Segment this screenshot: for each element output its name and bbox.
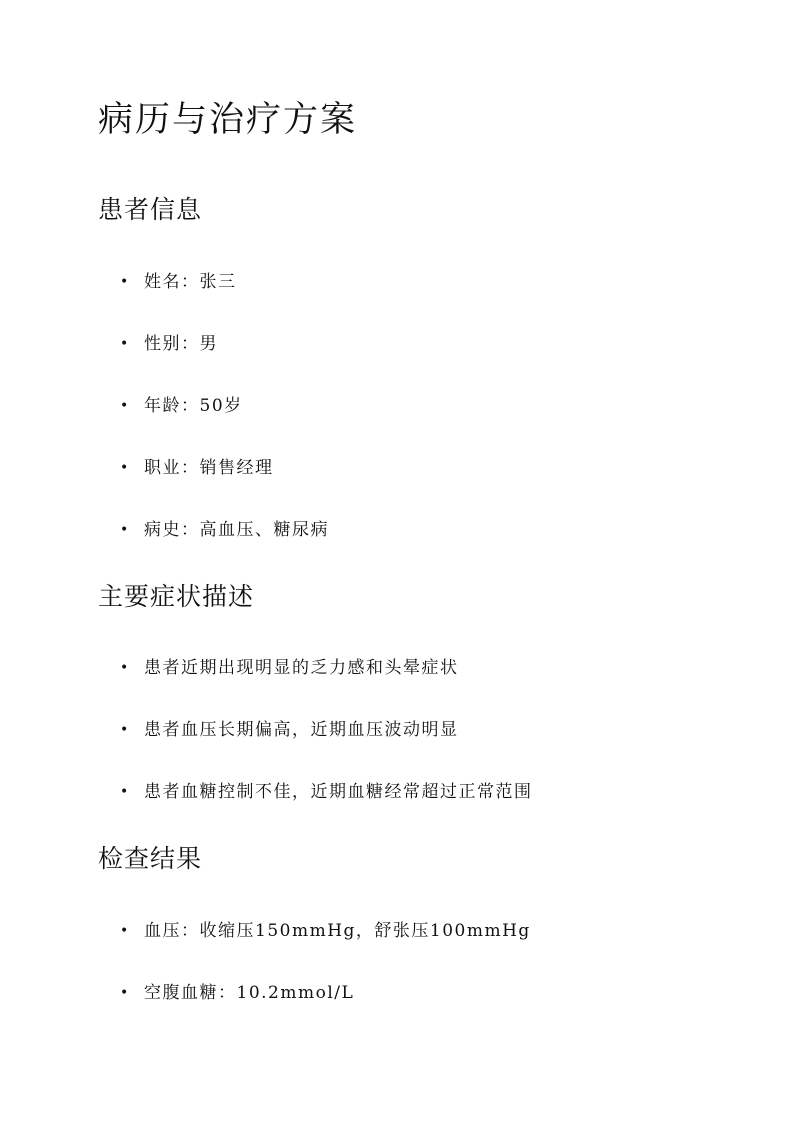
list-item-text: 空腹血糖：10.2mmol/L	[144, 983, 355, 1003]
bullet-icon: •	[120, 336, 130, 352]
list-item	[117, 777, 533, 807]
bullet-icon: •	[120, 722, 130, 738]
list-item	[117, 916, 531, 946]
section-heading-symptoms: 主要症状描述	[98, 582, 255, 611]
list-item	[117, 329, 218, 359]
bullet-icon: •	[120, 274, 130, 290]
list-item-text: 血压：收缩压150mmHg，舒张压100mmHg	[144, 921, 531, 941]
section-heading-patient-info: 患者信息	[98, 195, 203, 224]
bullet-icon: •	[120, 398, 130, 414]
section-heading-exam-results: 检查结果	[98, 844, 203, 873]
bullet-icon: •	[120, 985, 130, 1001]
list-item-text: 患者近期出现明显的乏力感和头晕症状	[144, 658, 459, 678]
list-item-text: 患者血压长期偏高，近期血压波动明显	[144, 720, 459, 740]
list-item	[117, 267, 237, 297]
document-title: 病历与治疗方案	[98, 100, 358, 140]
list-item	[117, 391, 243, 421]
list-item-text: 年龄：50岁	[144, 396, 243, 416]
list-item	[117, 715, 459, 745]
bullet-icon: •	[120, 460, 130, 476]
list-item-text: 性别：男	[144, 334, 218, 354]
list-item	[117, 515, 329, 545]
list-item-text: 姓名：张三	[144, 272, 237, 292]
list-item-text: 患者血糖控制不佳，近期血糖经常超过正常范围	[144, 782, 533, 802]
list-item-text: 职业：销售经理	[144, 458, 274, 478]
bullet-icon: •	[120, 522, 130, 538]
bullet-icon: •	[120, 660, 130, 676]
list-item	[117, 978, 354, 1008]
bullet-icon: •	[120, 784, 130, 800]
list-item	[117, 453, 274, 483]
list-item	[117, 653, 459, 683]
bullet-icon: •	[120, 923, 130, 939]
list-item-text: 病史：高血压、糖尿病	[144, 520, 329, 540]
